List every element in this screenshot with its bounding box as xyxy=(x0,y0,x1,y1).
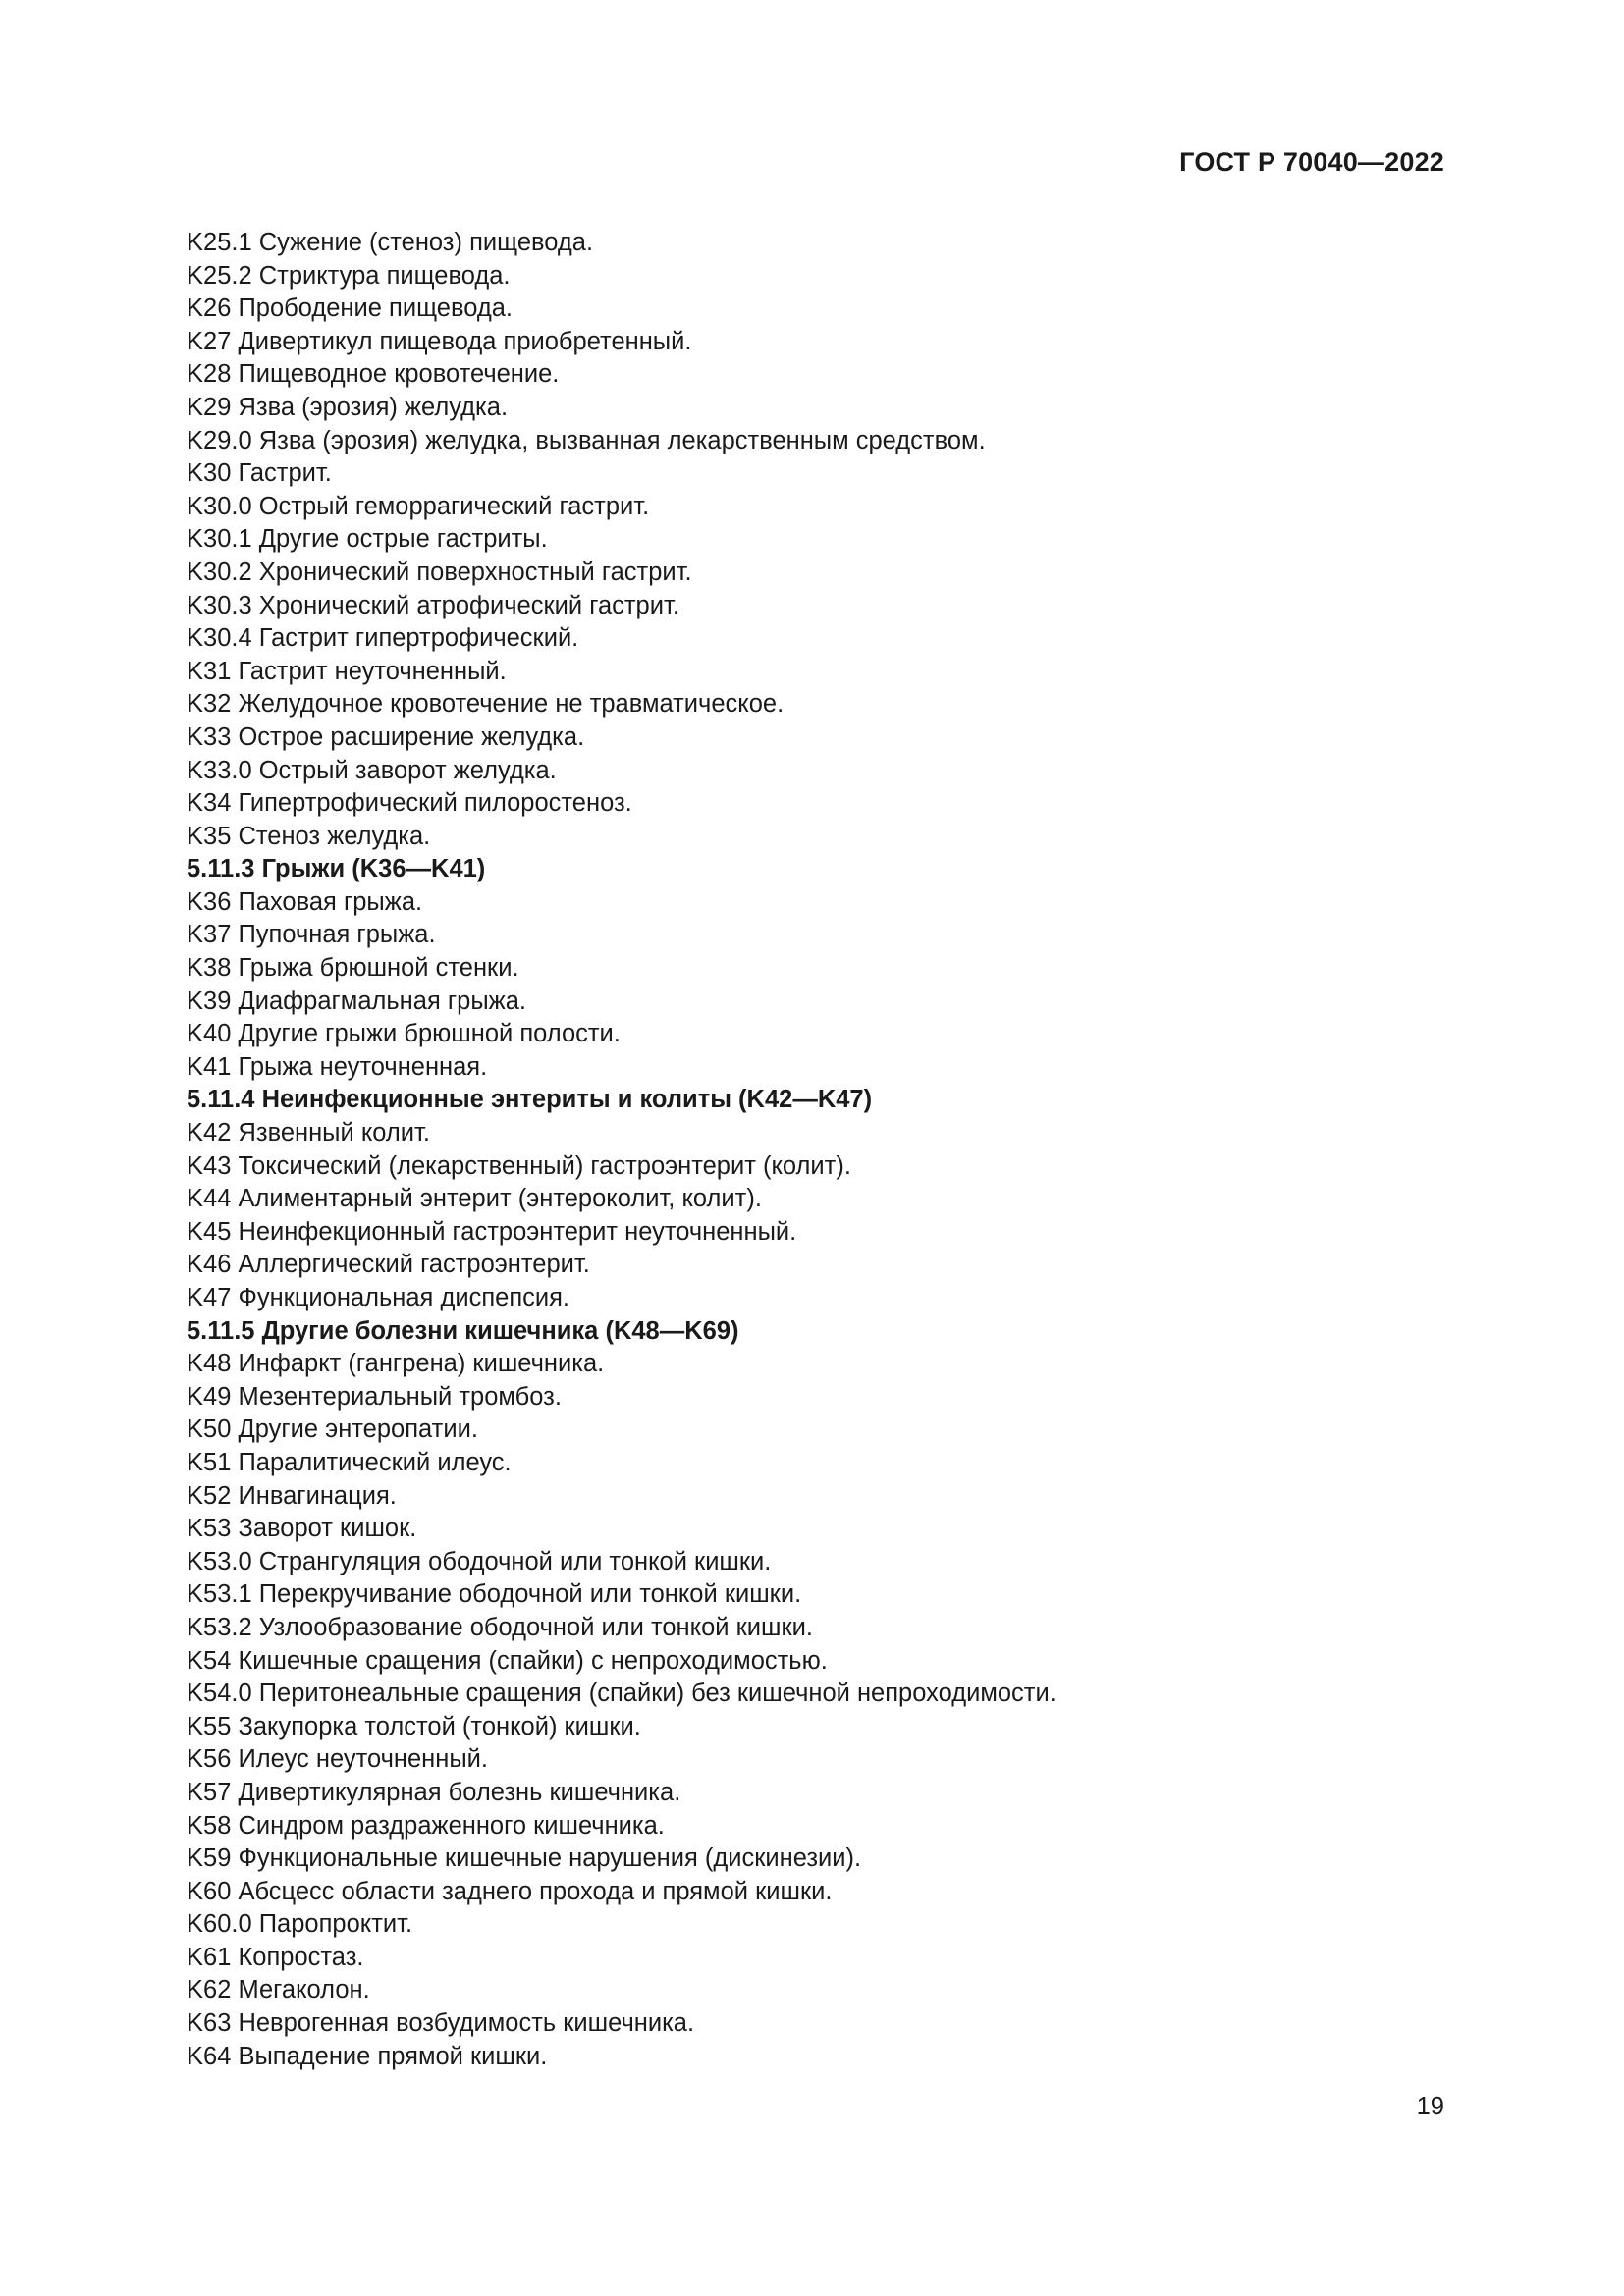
list-item: K33 Острое расширение желудка. xyxy=(187,722,585,751)
document-header-id: ГОСТ Р 70040—2022 xyxy=(1179,147,1444,177)
list-item: K58 Синдром раздраженного кишечника. xyxy=(187,1811,665,1840)
list-item: K34 Гипертрофический пилоростеноз. xyxy=(187,789,632,818)
list-item: K57 Дивертикулярная болезнь кишечника. xyxy=(187,1778,681,1806)
list-item: K27 Дивертикул пищевода приобретенный. xyxy=(187,327,692,355)
list-item: K31 Гастрит неуточненный. xyxy=(187,657,507,685)
section-heading: 5.11.5 Другие болезни кишечника (K48—K69) xyxy=(187,1316,739,1345)
section-heading: 5.11.4 Неинфекционные энтериты и колиты (K42—K47) xyxy=(187,1086,873,1114)
list-item: K25.1 Сужение (стеноз) пищевода. xyxy=(187,229,594,256)
list-item: K33.0 Острый заворот желудка. xyxy=(187,756,557,784)
list-item: K53.1 Перекручивание ободочной или тонкой кишки. xyxy=(187,1580,802,1609)
list-item: K29 Язва (эрозия) желудка. xyxy=(187,393,509,421)
list-item: K37 Пупочная грыжа. xyxy=(187,921,436,949)
list-item: K50 Другие энтеропатии. xyxy=(187,1415,478,1444)
section-heading: 5.11.3 Грыжи (K36—K41) xyxy=(187,855,486,883)
list-item: K54 Кишечные сращения (спайки) с непроходимостью. xyxy=(187,1646,828,1675)
list-item: K45 Неинфекционный гастроэнтерит неуточненный. xyxy=(187,1217,797,1246)
code-list xyxy=(187,227,1463,2073)
list-item: K30.1 Другие острые гастриты. xyxy=(187,525,548,554)
list-item: K59 Функциональные кишечные нарушения (дискинезии). xyxy=(187,1844,862,1873)
list-item: K44 Алиментарный энтерит (энтероколит, колит). xyxy=(187,1185,762,1213)
list-item: K54.0 Перитонеальные сращения (спайки) без кишечной непроходимости. xyxy=(187,1680,1056,1708)
list-item: K29.0 Язва (эрозия) желудка, вызванная лекарственным средством. xyxy=(187,426,986,454)
list-item: K42 Язвенный колит. xyxy=(187,1119,430,1148)
list-item: K30.0 Острый геморрагический гастрит. xyxy=(187,492,650,520)
list-item: K47 Функциональная диспепсия. xyxy=(187,1284,570,1311)
list-item: K62 Мегаколон. xyxy=(187,1976,370,2004)
list-item: K49 Мезентериальный тромбоз. xyxy=(187,1382,562,1411)
list-item: K43 Токсический (лекарственный) гастроэнтерит (колит). xyxy=(187,1151,851,1180)
list-item: K61 Копростаз. xyxy=(187,1943,364,1971)
list-item: K35 Стеноз желудка. xyxy=(187,822,431,850)
list-item: K40 Другие грыжи брюшной полости. xyxy=(187,1020,621,1048)
list-item: K28 Пищеводное кровотечение. xyxy=(187,360,560,389)
list-item: K30 Гастрит. xyxy=(187,459,332,488)
list-item: K53.0 Странгуляция ободочной или тонкой кишки. xyxy=(187,1547,772,1575)
page-number: 19 xyxy=(1416,2093,1444,2120)
list-item: K26 Прободение пищевода. xyxy=(187,294,513,323)
list-item: K60.0 Паропроктит. xyxy=(187,1910,413,1939)
list-item: K41 Грыжа неуточненная. xyxy=(187,1052,488,1081)
list-item: K55 Закупорка толстой (тонкой) кишки. xyxy=(187,1712,641,1740)
list-item: K30.2 Хронический поверхностный гастрит. xyxy=(187,558,692,586)
list-item: K51 Паралитический илеус. xyxy=(187,1448,512,1476)
list-item: K39 Диафрагмальная грыжа. xyxy=(187,987,526,1015)
list-item: K30.3 Хронический атрофический гастрит. xyxy=(187,591,679,619)
list-item: K36 Паховая грыжа. xyxy=(187,887,423,916)
list-item: K53.2 Узлообразование ободочной или тонкой кишки. xyxy=(187,1613,813,1641)
list-item: K48 Инфаркт (гангрена) кишечника. xyxy=(187,1350,605,1378)
list-item: K30.4 Гастрит гипертрофический. xyxy=(187,624,579,653)
list-item: K25.2 Стриктура пищевода. xyxy=(187,261,511,290)
list-item: K64 Выпадение прямой кишки. xyxy=(187,2042,548,2070)
list-item: K56 Илеус неуточненный. xyxy=(187,1745,488,1774)
list-item: K53 Заворот кишок. xyxy=(187,1515,417,1543)
list-item: K60 Абсцесс области заднего прохода и прямой кишки. xyxy=(187,1877,833,1905)
list-item: K38 Грыжа брюшной стенки. xyxy=(187,954,519,983)
list-item: K46 Аллергический гастроэнтерит. xyxy=(187,1251,590,1279)
list-item: K52 Инвагинация. xyxy=(187,1481,397,1510)
list-item: K32 Желудочное кровотечение не травматическое. xyxy=(187,690,785,719)
list-item: K63 Неврогенная возбудимость кишечника. xyxy=(187,2009,695,2038)
